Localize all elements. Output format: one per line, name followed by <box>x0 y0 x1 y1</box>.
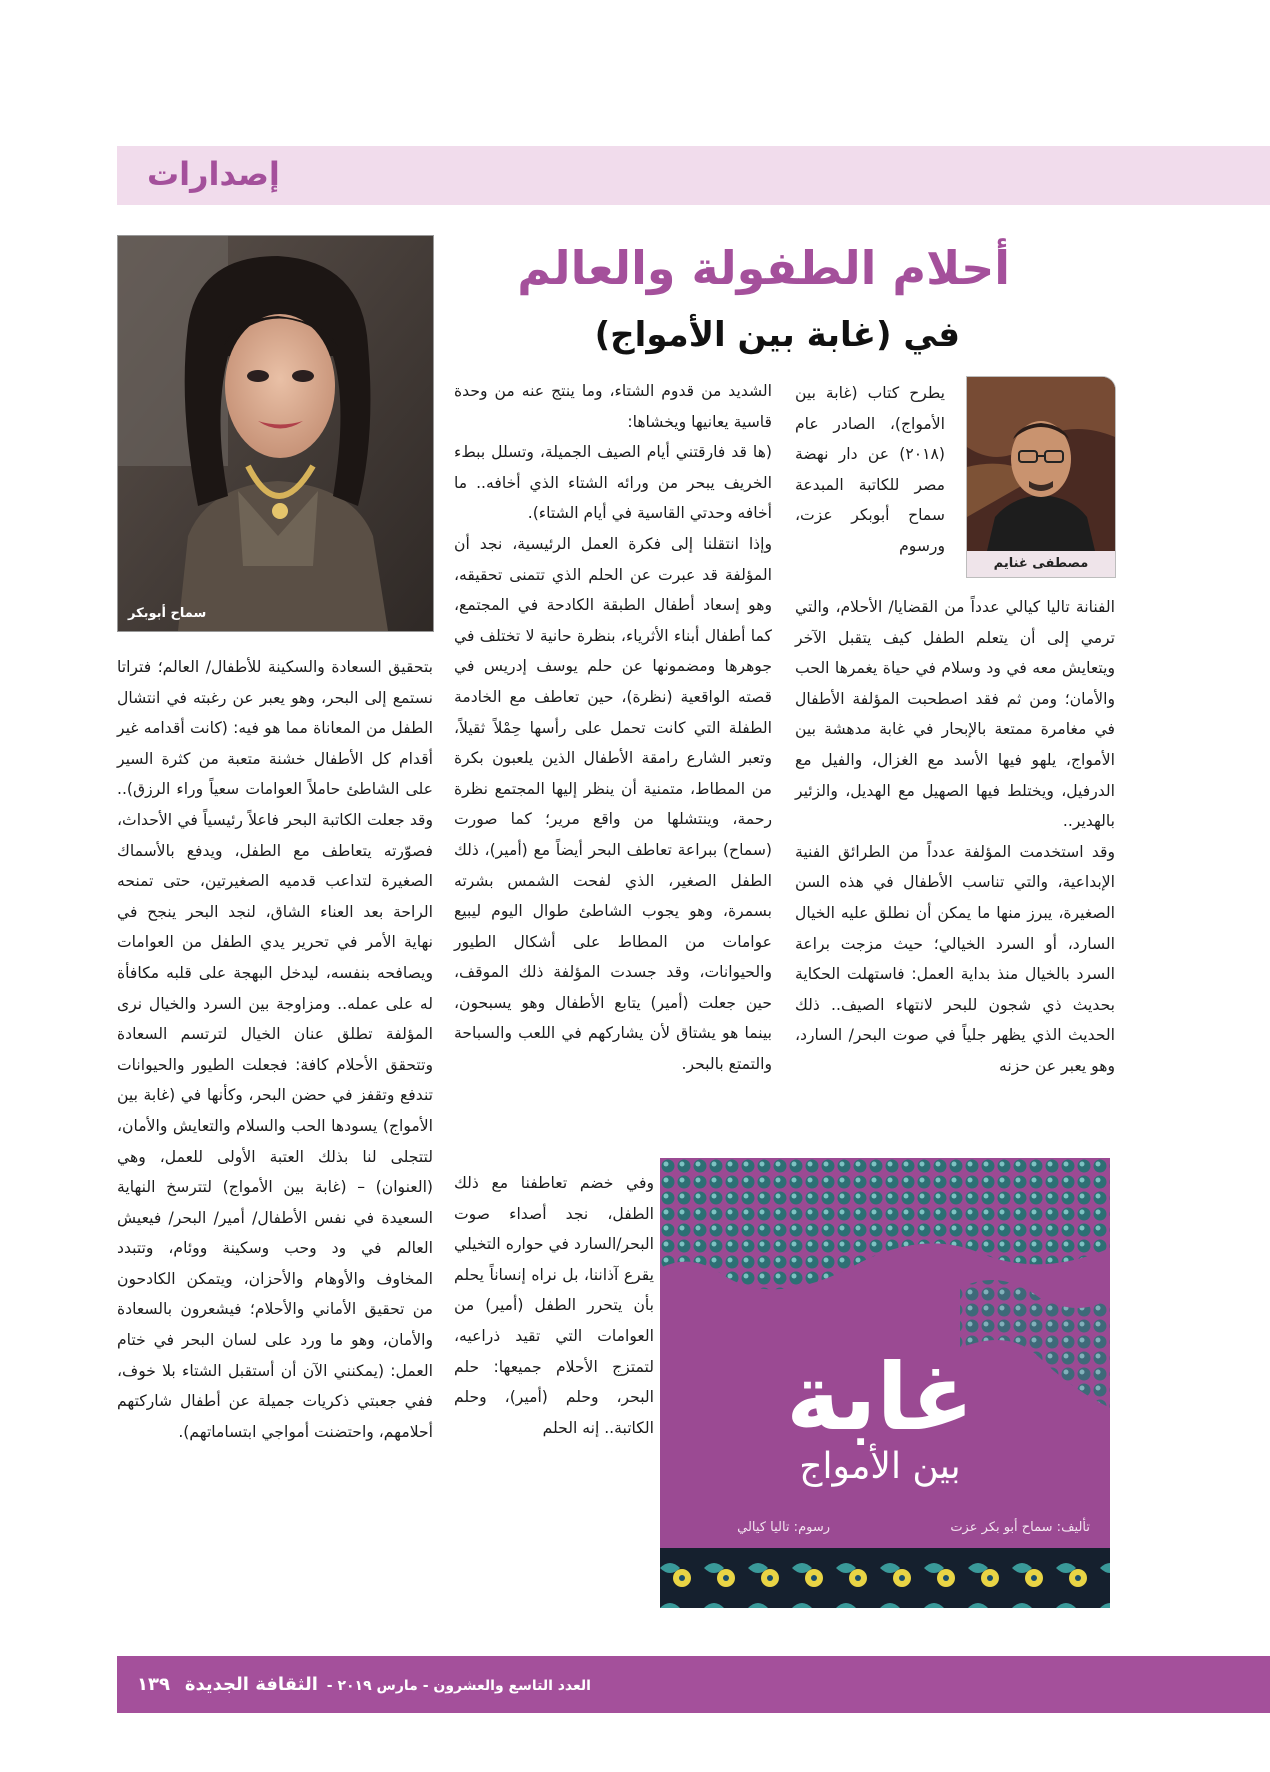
writer-photo-caption: مصطفى غنايم <box>967 551 1115 577</box>
book-cover-author: تأليف: سماح أبو بكر عزت <box>950 1520 1090 1535</box>
author-photo-caption: سماح أبوبكر <box>128 606 207 621</box>
writer-photo <box>966 376 1116 578</box>
page-number: ١٣٩ <box>137 1674 170 1695</box>
footer-issue: العدد التاسع والعشرون - مارس ٢٠١٩ - <box>326 1678 591 1694</box>
paragraph: وفي خضم تعاطفنا مع ذلك الطفل، نجد أصداء صوت البحر/السارد في حواره التخيلي يقرع آذاننا، بل نراه إنساناً يحلم بأن يتحرر الطفل (أمير) من العوامات التي تقيد ذراعيه، لتمتزج الأحلام جميعها: حلم البحر، وحلم (أمير)، وحلم الكاتبة.. إنه الحلم <box>454 1174 654 1437</box>
book-cover-illustrator: رسوم: تاليا كيالي <box>737 1520 830 1535</box>
book-cover-subtitle: بين الأمواج <box>799 1446 961 1487</box>
footer-magazine-name: الثقافة الجديدة <box>184 1674 318 1695</box>
article-subtitle: في (غابة بين الأمواج) <box>594 315 960 355</box>
author-photo <box>117 235 434 632</box>
paragraph: وقد استخدمت المؤلفة عدداً من الطرائق الفنية الإبداعية، والتي تناسب الأطفال في هذه السن الصغيرة، يبرز منها ما يمكن أن نطلق عليه الخيال السارد، أو السرد الخيالي؛ حيث مزجت براعة السرد بالخيال منذ بداية العمل: فاستهلت الحكاية بحديث ذي شجون للبحر لانتهاء الصيف.. ذلك الحديث الذي يظهر جلياً في صوت البحر/ السارد، وهو يعبر عن حزنه <box>795 842 1115 1075</box>
writer-portrait-illustration <box>967 377 1115 551</box>
paragraph: وإذا انتقلنا إلى فكرة العمل الرئيسية، نجد أن المؤلفة قد عبرت عن الحلم الذي تتمنى تحقيقه، وهو إسعاد أطفال الطبقة الكادحة في المجتمع، كما أطفال أبناء الأثرياء، بنظرة حانية لا تختلف في جوهرها ومضمونها عن حلم يوسف إدريس في قصته الواقعية (نظرة)، حين تعاطف مع الخادمة الطفلة التي كانت تحمل على رأسها حِمْلاً ثقيلاً، وتعبر الشارع رامقة الأطفال الذين يلعبون بكرة من المطاط، متمنية أن ينظر إليها المجتمع نظرة رحمة، وينتشلها من واقع مرير؛ كما صورت (سماح) ببراعة تعاطف البحر أيضاً مع (أمير)، ذلك الطفل الصغير، الذي لفحت الشمس بشرته بسمرة، وهو يجوب الشاطئ طوال اليوم ليبيع عوامات من المطاط على أشكال الطيور والحيوانات، وقد جسدت المؤلفة ذلك الموقف، حين جعلت (أمير) يتابع الأطفال وهو يسبحون، بينما هو يشتاق لأن يشاركهم في اللعب والسباحة والتمتع بالبحر. <box>454 534 772 1074</box>
section-band <box>117 146 1270 205</box>
book-cover <box>660 1158 1110 1608</box>
author-portrait-illustration <box>118 236 433 631</box>
column-left <box>117 652 433 1447</box>
footer-band <box>117 1656 1270 1713</box>
section-title: إصدارات <box>147 155 280 193</box>
paragraph: الشديد من قدوم الشتاء، وما ينتج عنه من وحدة قاسية يعانيها ويخشاها: <box>454 382 772 431</box>
book-cover-title: غابة <box>786 1344 974 1451</box>
column-middle <box>454 376 772 1080</box>
article-title: أحلام الطفولة والعالم <box>517 241 1010 295</box>
column-right <box>795 592 1115 1082</box>
column-middle-bottom <box>454 1168 654 1443</box>
paragraph: يطرح كتاب (غابة بين الأمواج)، الصادر عام (٢٠١٨) عن دار نهضة مصر للكاتبة المبدعة سماح أبوبكر عزت، ورسوم <box>795 384 945 555</box>
column-right-top <box>795 378 945 562</box>
footer-text <box>137 1656 591 1715</box>
paragraph: الفنانة تاليا كيالي عدداً من القضايا/ الأحلام، والتي ترمي إلى أن يتعلم الطفل كيف يتقبل الآخر ويتعايش معه في ود وسلام في حياة يغمرها الحب والأمان؛ ومن ثم فقد اصطحبت المؤلفة الأطفال في مغامرة ممتعة بالإبحار في غابة مدهشة بين الأمواج، يلهو فيها الأسد مع الغزال، والفيل مع الدرفيل، ويختلط فيها الصهيل مع الهديل، والزئير بالهدير.. <box>795 598 1115 831</box>
paragraph: بتحقيق السعادة والسكينة للأطفال/ العالم؛ فتراتا نستمع إلى البحر، وهو يعبر عن رغبته في انتشال الطفل من المعاناة مما هو فيه: (كانت أقدامه غير أقدام كل الأطفال خشنة متعبة من كثرة السير على الشاطئ حاملاً العوامات سعياً وراء الرزق).. وقد جعلت الكاتبة البحر فاعلاً رئيسياً في الأحداث، فصوّرته يتعاطف مع الطفل، ويدفع بالأسماك الصغيرة لتداعب قدميه الصغيرتين، حتى تمنحه الراحة بعد العناء الشاق، لنجد البحر ينجح في نهاية الأمر في تحرير يدي الطفل من العوامات ويصافحه بنفسه، ليدخل البهجة على قلبه مكافأة له على عمله.. ومزاوجة بين السرد والخيال نرى المؤلفة تطلق عنان الخيال لترتسم السعادة وتتحقق الأحلام كافة: فجعلت الطيور والحيوانات تندفع وتقفز في حضن البحر، وكأنها في (غابة بين الأمواج) يسودها الحب والسلام والتعايش والأمان، لتتجلى لنا بذلك العتبة الأولى للعمل، وهي (العنوان) – (غابة بين الأمواج) لتترسخ النهاية السعيدة في نفس الأطفال/ أمير/ البحر/ فيعيش العالم في ود وحب وسكينة ووئام، وتتبدد المخاوف والأوهام والأحزان، ويتمكن الكادحون من تحقيق الأماني والأحلام؛ فيشعرون بالسعادة والأمان، وهو ما ورد على لسان البحر في ختام العمل: (يمكنني الآن أن أستقبل الشتاء بلا خوف، ففي جعبتي ذكريات جميلة عن أطفال شاركتهم أحلامهم، واحتضنت أمواجي ابتساماتهم). <box>117 658 433 1441</box>
paragraph: (ها قد فارقتني أيام الصيف الجميلة، وتسلل ببطء الخريف يبحر من ورائه الشتاء الذي أخافه.. ما أخافه وحدتي القاسية في أيام الشتاء). <box>454 443 772 523</box>
